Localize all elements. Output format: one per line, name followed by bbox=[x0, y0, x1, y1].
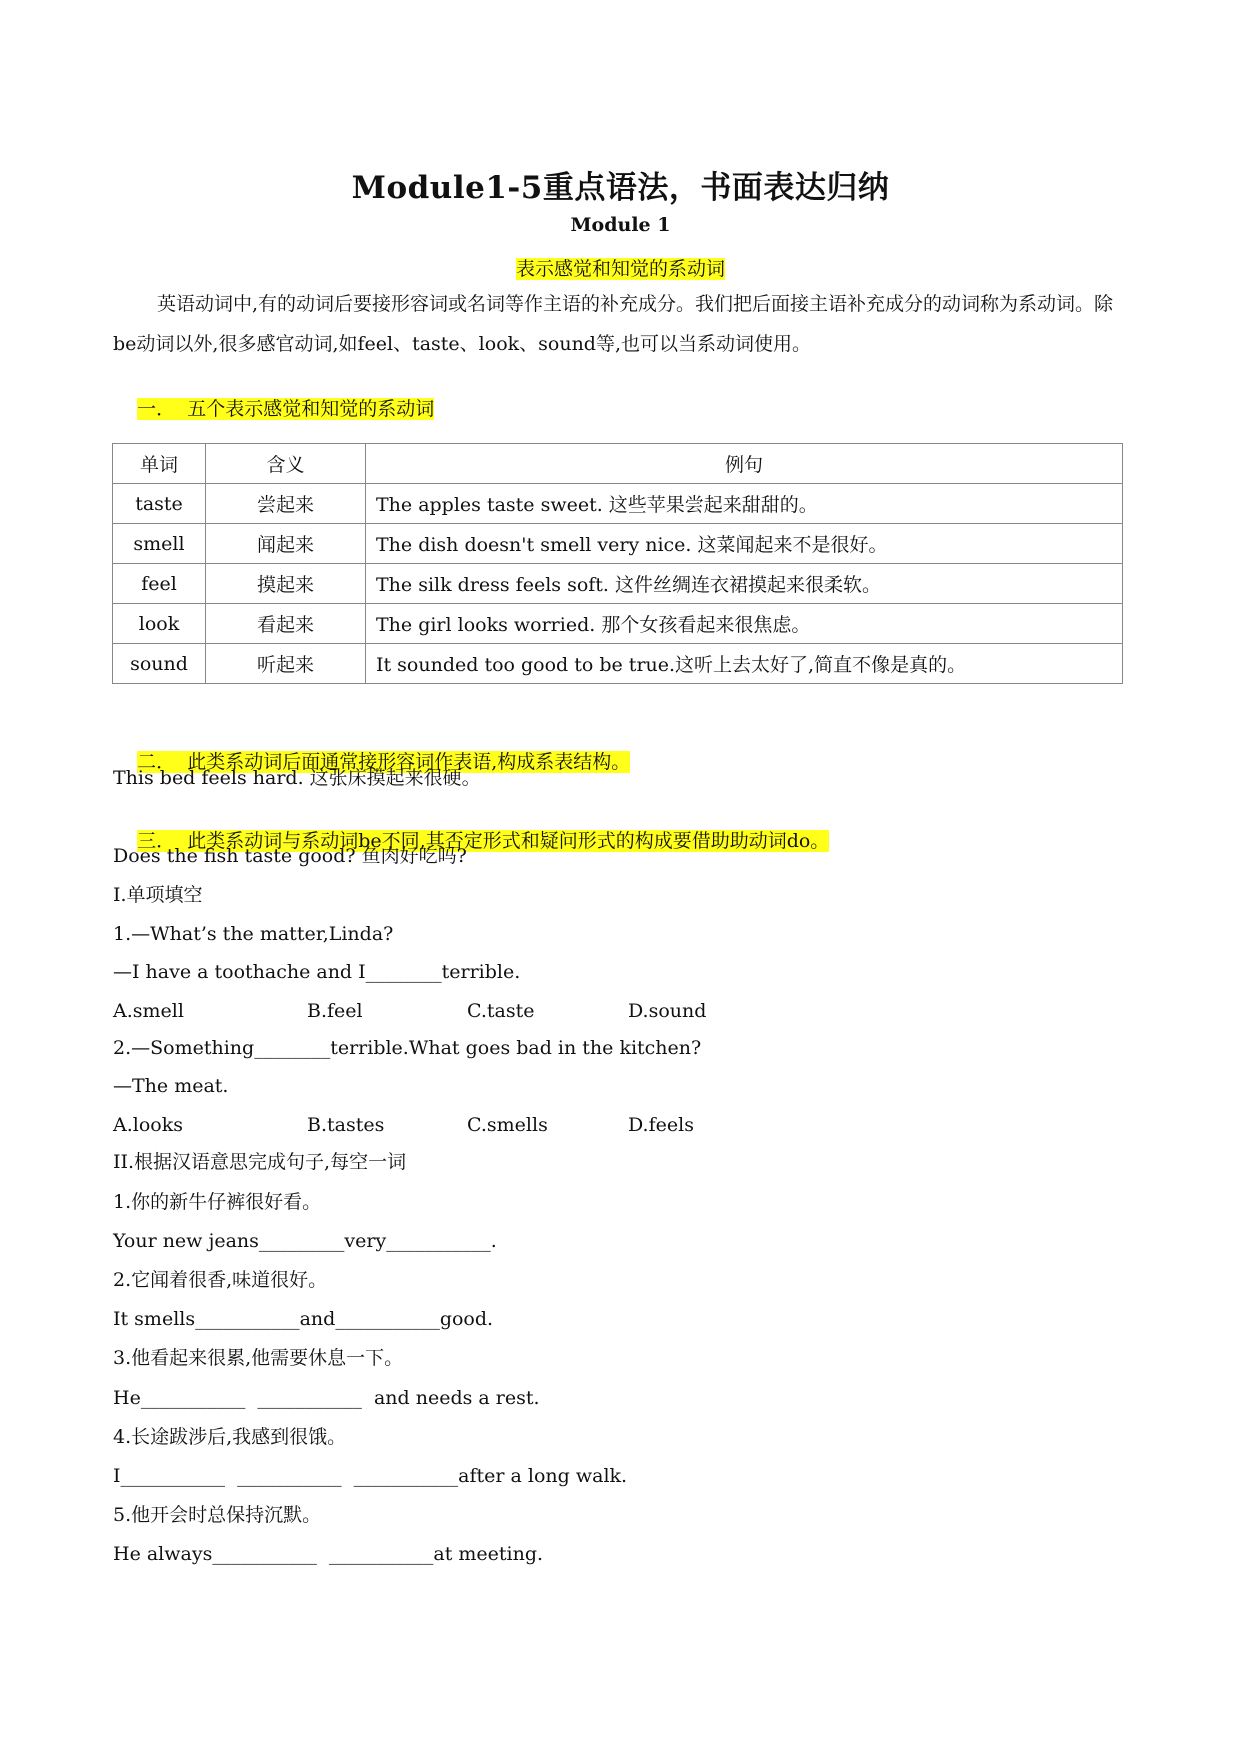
table-cell-meaning: 尝起来 bbox=[206, 484, 366, 524]
table-cell-example: The girl looks worried. 那个女孩看起来很焦虑。 bbox=[366, 604, 1123, 644]
table-header-cell: 单词 bbox=[113, 444, 206, 484]
point-3: 三． 此类系动词与系动词be不同,其否定形式和疑问形式的构成要借助助动词do。 bbox=[137, 830, 830, 852]
point-1-wrap bbox=[113, 373, 434, 445]
translation-item-en: Your new jeans_________very___________. bbox=[113, 1230, 497, 1252]
q1-option-d: D.sound bbox=[628, 1000, 707, 1022]
table-row bbox=[113, 484, 1123, 524]
table-cell-example: It sounded too good to be true.这听上去太好了,简直不像是真的。 bbox=[366, 644, 1123, 684]
translation-item-en: He___________ ___________ and needs a rest. bbox=[113, 1387, 540, 1409]
table-cell-word: feel bbox=[113, 564, 206, 604]
intro-paragraph: 英语动词中,有的动词后要接形容词或名词等作主语的补充成分。我们把后面接主语补充成分的动词称为系动词。除be动词以外,很多感官动词,如feel、taste、look、sound等,也可以当系动词使用。 bbox=[113, 293, 1114, 355]
question-1-prompt: 1.—What’s the matter,Linda? bbox=[113, 923, 394, 945]
q2-option-a: A.looks bbox=[113, 1114, 183, 1136]
exercise-1-heading: I.单项填空 bbox=[113, 884, 203, 906]
table-cell-word: smell bbox=[113, 524, 206, 564]
table-cell-meaning: 看起来 bbox=[206, 604, 366, 644]
q2-option-b: B.tastes bbox=[307, 1114, 385, 1136]
translation-item-cn: 2.它闻着很香,味道很好。 bbox=[113, 1269, 328, 1291]
module-subtitle: Module 1 bbox=[570, 214, 671, 236]
linking-verb-table bbox=[112, 443, 1123, 684]
example-2: This bed feels hard. 这张床摸起来很硬。 bbox=[113, 767, 481, 789]
table-cell-word: sound bbox=[113, 644, 206, 684]
q2-option-d: D.feels bbox=[628, 1114, 694, 1136]
translation-item-en: He always___________ ___________at meeting. bbox=[113, 1543, 544, 1565]
table-cell-meaning: 摸起来 bbox=[206, 564, 366, 604]
q1-option-a: A.smell bbox=[113, 1000, 184, 1022]
translation-item-cn: 4.长途跋涉后,我感到很饿。 bbox=[113, 1426, 347, 1448]
section-heading: 表示感觉和知觉的系动词 bbox=[515, 258, 725, 280]
table-cell-word: taste bbox=[113, 484, 206, 524]
table-cell-meaning: 闻起来 bbox=[206, 524, 366, 564]
example-3: Does the fish taste good? 鱼肉好吃吗? bbox=[113, 845, 467, 867]
question-2-prompt: 2.—Something________terrible.What goes bad in the kitchen? bbox=[113, 1037, 702, 1059]
exercise-2-heading: II.根据汉语意思完成句子,每空一词 bbox=[113, 1151, 407, 1173]
table-header-cell: 含义 bbox=[206, 444, 366, 484]
question-1-answer-line: —I have a toothache and I________terrible. bbox=[113, 961, 521, 983]
table-row bbox=[113, 604, 1123, 644]
table-row bbox=[113, 644, 1123, 684]
page-title: Module1-5重点语法，书面表达归纳 bbox=[351, 170, 890, 206]
q1-option-b: B.feel bbox=[307, 1000, 363, 1022]
translation-item-en: It smells___________and___________good. bbox=[113, 1308, 494, 1330]
table-cell-example: The dish doesn't smell very nice. 这菜闻起来不是很好。 bbox=[366, 524, 1123, 564]
question-2-answer-line: —The meat. bbox=[113, 1075, 229, 1097]
table-header-cell: 例句 bbox=[366, 444, 1123, 484]
translation-item-cn: 3.他看起来很累,他需要休息一下。 bbox=[113, 1347, 404, 1369]
section-heading-wrap bbox=[0, 254, 1241, 281]
q1-option-c: C.taste bbox=[467, 1000, 535, 1022]
table-header-row bbox=[113, 444, 1123, 484]
table-row bbox=[113, 564, 1123, 604]
translation-item-cn: 5.他开会时总保持沉默。 bbox=[113, 1504, 322, 1526]
translation-item-cn: 1.你的新牛仔裤很好看。 bbox=[113, 1191, 322, 1213]
point-1: 一． 五个表示感觉和知觉的系动词 bbox=[137, 398, 435, 420]
translation-item-en: I___________ ___________ ___________after a long walk. bbox=[113, 1465, 628, 1487]
table-row bbox=[113, 524, 1123, 564]
table-cell-example: The silk dress feels soft. 这件丝绸连衣裙摸起来很柔软。 bbox=[366, 564, 1123, 604]
point-2: 二． 此类系动词后面通常接形容词作表语,构成系表结构。 bbox=[137, 751, 631, 773]
q2-option-c: C.smells bbox=[467, 1114, 548, 1136]
table-cell-example: The apples taste sweet. 这些苹果尝起来甜甜的。 bbox=[366, 484, 1123, 524]
table-cell-word: look bbox=[113, 604, 206, 644]
table-cell-meaning: 听起来 bbox=[206, 644, 366, 684]
